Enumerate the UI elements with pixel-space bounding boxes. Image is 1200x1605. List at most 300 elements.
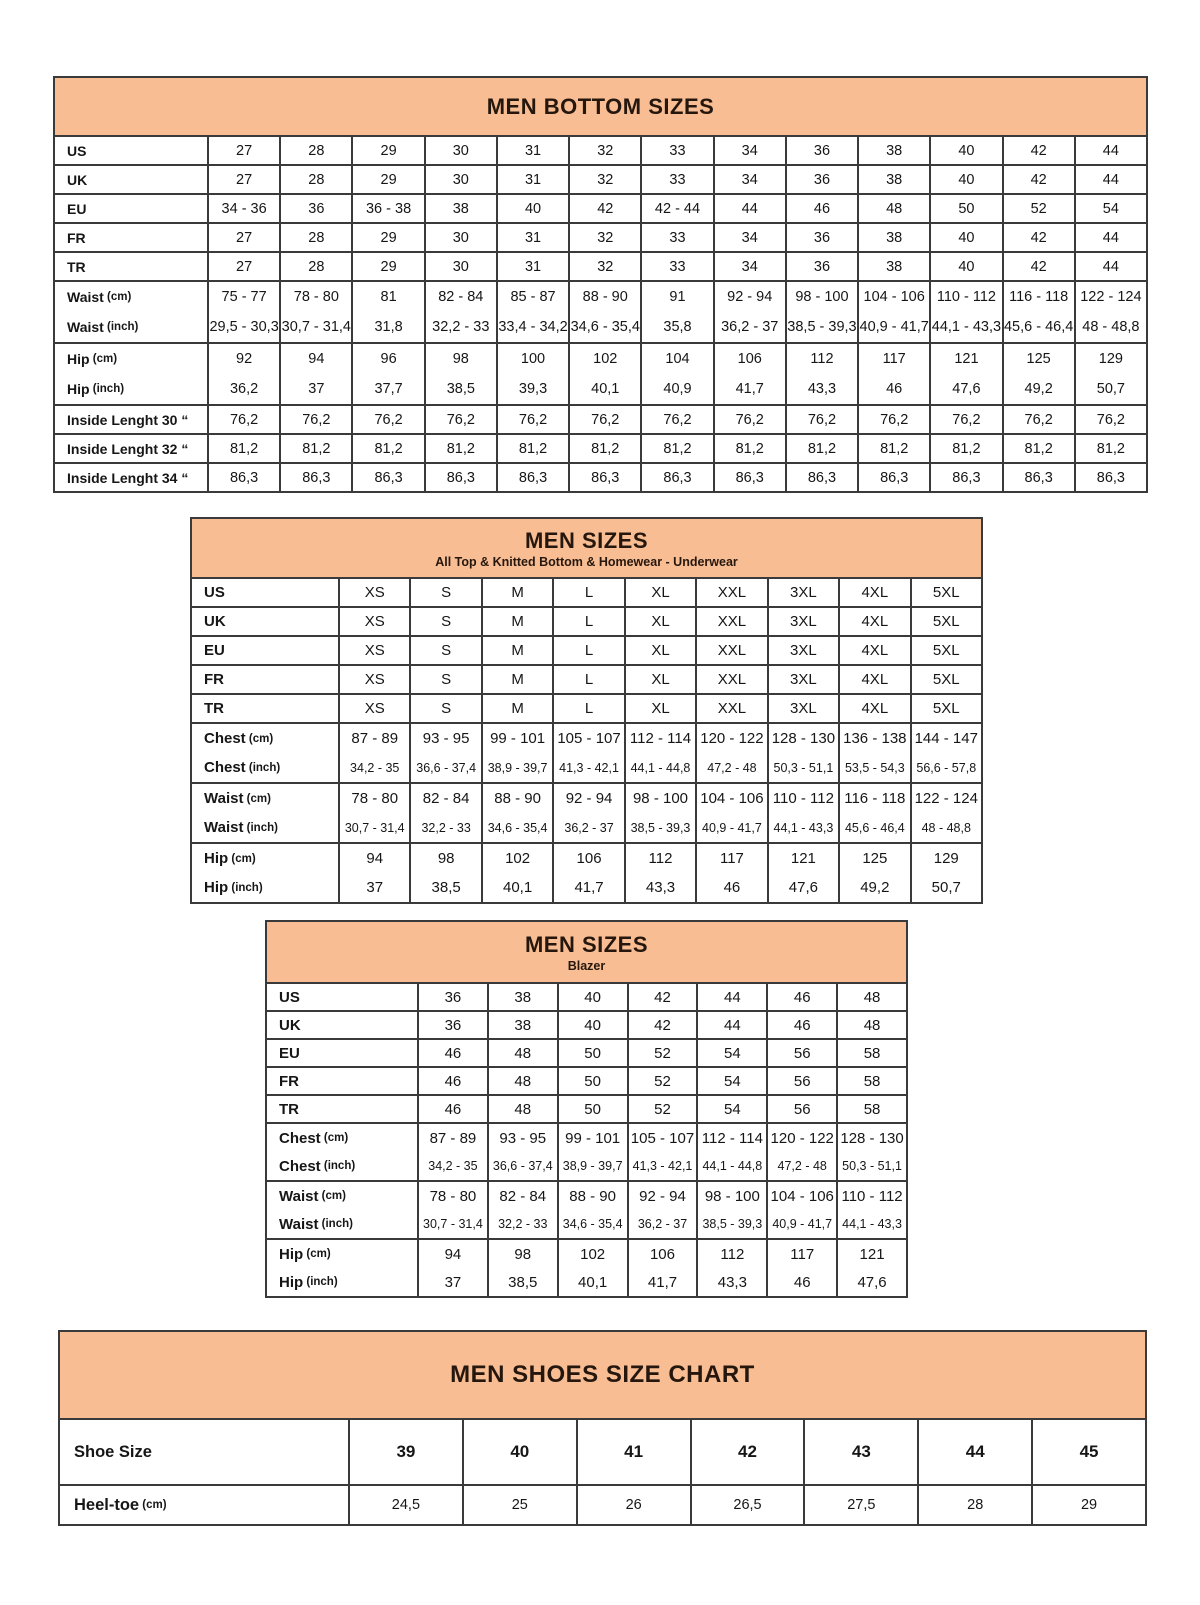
cell: 27 (207, 166, 279, 193)
cell: 76,2 (1002, 406, 1074, 433)
cell: XL (624, 637, 695, 664)
cell: 48 (487, 1096, 557, 1122)
cell: 81,2 (568, 435, 640, 462)
cell: 48 (487, 1040, 557, 1066)
cell: 104 - 106 40,9 - 41,7 (766, 1182, 836, 1238)
cell: 42 (1002, 253, 1074, 280)
cell: 129 50,7 (1074, 344, 1146, 404)
cell: 50 (557, 1068, 627, 1094)
cell: 121 47,6 (767, 844, 838, 902)
table-row-tr (55, 251, 1146, 280)
cell: 52 (627, 1068, 697, 1094)
cell: 110 - 112 44,1 - 43,3 (767, 784, 838, 842)
row-label: Hip (cm) Hip (inch) (67, 351, 125, 397)
cell: 100 39,3 (496, 344, 568, 404)
cell: 25 (462, 1486, 576, 1524)
cell: 3XL (767, 666, 838, 693)
cell: 121 47,6 (836, 1240, 906, 1296)
table-row-heel-toe (60, 1484, 1145, 1524)
cell: 102 40,1 (481, 844, 552, 902)
cell: 86,3 (857, 464, 929, 491)
table-men-bottom-sizes (53, 76, 1148, 493)
table-men-sizes-top (190, 517, 983, 904)
cell: 81,2 (496, 435, 568, 462)
cell: 3XL (767, 608, 838, 635)
table-row-hip-group (55, 342, 1146, 404)
cell: 38 (487, 1012, 557, 1038)
cell: 40 (929, 253, 1001, 280)
cell: 81,2 (351, 435, 423, 462)
cell: 56 (766, 1068, 836, 1094)
table-men-shoes-size-chart (58, 1330, 1147, 1526)
cell: 3XL (767, 637, 838, 664)
row-label: EU (67, 200, 87, 217)
row-label: Inside Lenght 30 “ (67, 411, 189, 428)
cell: 56 (766, 1096, 836, 1122)
cell: 106 41,7 (713, 344, 785, 404)
cell: 94 37 (338, 844, 409, 902)
table-header (60, 1332, 1145, 1418)
cell: 33 (640, 253, 712, 280)
cell: 76,2 (496, 406, 568, 433)
cell: 38 (857, 137, 929, 164)
cell: 31 (496, 253, 568, 280)
cell: 81,2 (424, 435, 496, 462)
cell: 29 (351, 137, 423, 164)
table-row-eu (192, 635, 981, 664)
cell: 32 (568, 137, 640, 164)
table-body (192, 577, 981, 902)
cell: 44 (917, 1420, 1031, 1484)
table-row-waist-group (55, 280, 1146, 342)
cell: 31 (496, 166, 568, 193)
cell: 99 - 101 38,9 - 39,7 (557, 1124, 627, 1180)
cell: 117 46 (766, 1240, 836, 1296)
table-title: MEN SIZES (524, 931, 649, 957)
cell: 54 (696, 1040, 766, 1066)
cell: L (552, 695, 623, 722)
cell: 81,2 (207, 435, 279, 462)
cell: 120 - 122 47,2 - 48 (695, 724, 766, 782)
cell: 4XL (838, 608, 909, 635)
cell: 5XL (910, 637, 981, 664)
cell: 44 (696, 1012, 766, 1038)
cell: S (409, 637, 480, 664)
cell: 87 - 89 34,2 - 35 (417, 1124, 487, 1180)
table-men-sizes-blazer (265, 920, 908, 1298)
cell: 117 46 (695, 844, 766, 902)
cell: 98 - 100 38,5 - 39,3 (785, 282, 857, 342)
cell: 52 (627, 1040, 697, 1066)
cell: 36 (785, 137, 857, 164)
cell: 81,2 (785, 435, 857, 462)
cell: 46 (766, 984, 836, 1010)
cell: XXL (695, 608, 766, 635)
table-row-eu (55, 193, 1146, 222)
row-label: US (279, 988, 300, 1006)
cell: 93 - 95 36,6 - 37,4 (409, 724, 480, 782)
cell: 34 (713, 137, 785, 164)
table-row-fr (192, 664, 981, 693)
cell: 5XL (910, 695, 981, 722)
cell: 34 (713, 224, 785, 251)
cell: XL (624, 608, 695, 635)
cell: 120 - 122 47,2 - 48 (766, 1124, 836, 1180)
cell: 92 - 94 36,2 - 37 (713, 282, 785, 342)
cell: 117 46 (857, 344, 929, 404)
cell: 81,2 (929, 435, 1001, 462)
table-header (55, 78, 1146, 135)
table-row-shoe-size (60, 1418, 1145, 1484)
cell: 98 - 100 38,5 - 39,3 (624, 784, 695, 842)
cell: 106 41,7 (552, 844, 623, 902)
cell: 128 - 130 50,3 - 51,1 (836, 1124, 906, 1180)
cell: M (481, 666, 552, 693)
cell: 52 (1002, 195, 1074, 222)
cell: 27,5 (803, 1486, 917, 1524)
cell: 78 - 80 30,7 - 31,4 (338, 784, 409, 842)
cell: M (481, 637, 552, 664)
cell: S (409, 608, 480, 635)
table-row-us (192, 577, 981, 606)
table-subtitle: Blazer (567, 958, 606, 973)
cell: 81,2 (640, 435, 712, 462)
cell: 45 (1031, 1420, 1145, 1484)
cell: 48 (487, 1068, 557, 1094)
cell: 86,3 (785, 464, 857, 491)
cell: 76,2 (568, 406, 640, 433)
row-label: UK (204, 613, 226, 630)
cell: 28 (279, 253, 351, 280)
table-row-waist-group (267, 1180, 906, 1238)
cell: 40 (929, 166, 1001, 193)
cell: S (409, 579, 480, 606)
cell: 40 (462, 1420, 576, 1484)
cell: 81,2 (279, 435, 351, 462)
cell: XXL (695, 695, 766, 722)
cell: 104 - 106 40,9 - 41,7 (857, 282, 929, 342)
cell: 26,5 (690, 1486, 804, 1524)
table-row-uk (55, 164, 1146, 193)
row-label: Waist (cm) Waist (inch) (204, 790, 278, 836)
cell: 3XL (767, 579, 838, 606)
cell: 32 (568, 253, 640, 280)
row-label: FR (67, 229, 86, 246)
table-row-inside-lenght-32 (55, 433, 1146, 462)
cell: 78 - 80 30,7 - 31,4 (417, 1182, 487, 1238)
cell: 58 (836, 1096, 906, 1122)
cell: 46 (417, 1096, 487, 1122)
cell: S (409, 695, 480, 722)
cell: 42 - 44 (640, 195, 712, 222)
cell: 78 - 80 30,7 - 31,4 (279, 282, 351, 342)
cell: 30 (424, 166, 496, 193)
cell: 32 (568, 224, 640, 251)
cell: XS (338, 579, 409, 606)
table-title: MEN SIZES (524, 527, 649, 553)
row-label: Hip (cm) Hip (inch) (279, 1245, 338, 1291)
cell: 28 (917, 1486, 1031, 1524)
row-label: Inside Lenght 34 “ (67, 469, 189, 486)
cell: 5XL (910, 666, 981, 693)
cell: 44 (1074, 224, 1146, 251)
cell: 128 - 130 50,3 - 51,1 (767, 724, 838, 782)
cell: 93 - 95 36,6 - 37,4 (487, 1124, 557, 1180)
cell: XS (338, 608, 409, 635)
row-label: US (204, 584, 225, 601)
row-label: Waist (cm) Waist (inch) (67, 289, 139, 335)
cell: 76,2 (351, 406, 423, 433)
cell: 50 (557, 1096, 627, 1122)
cell: 88 - 90 34,6 - 35,4 (557, 1182, 627, 1238)
cell: 104 40,9 (640, 344, 712, 404)
cell: 92 - 94 36,2 - 37 (627, 1182, 697, 1238)
cell: 5XL (910, 608, 981, 635)
table-row-fr (267, 1066, 906, 1094)
cell: 81,2 (1002, 435, 1074, 462)
table-body (267, 982, 906, 1296)
cell: 81,2 (1074, 435, 1146, 462)
row-label: FR (279, 1072, 299, 1090)
cell: 76,2 (929, 406, 1001, 433)
cell: 41 (576, 1420, 690, 1484)
cell: 125 49,2 (1002, 344, 1074, 404)
table-row-tr (192, 693, 981, 722)
table-header (192, 519, 981, 577)
cell: 87 - 89 34,2 - 35 (338, 724, 409, 782)
cell: 3XL (767, 695, 838, 722)
cell: 40 (496, 195, 568, 222)
cell: 44 (696, 984, 766, 1010)
cell: 36 - 38 (351, 195, 423, 222)
cell: 98 38,5 (424, 344, 496, 404)
cell: 28 (279, 137, 351, 164)
cell: 86,3 (640, 464, 712, 491)
cell: 105 - 107 41,3 - 42,1 (552, 724, 623, 782)
cell: 27 (207, 224, 279, 251)
cell: 28 (279, 224, 351, 251)
cell: 102 40,1 (568, 344, 640, 404)
cell: 29 (351, 253, 423, 280)
cell: 144 - 147 56,6 - 57,8 (910, 724, 981, 782)
table-row-hip-group (267, 1238, 906, 1296)
table-row-chest-group (192, 722, 981, 782)
cell: 92 - 94 36,2 - 37 (552, 784, 623, 842)
cell: 105 - 107 41,3 - 42,1 (627, 1124, 697, 1180)
cell: 94 37 (417, 1240, 487, 1296)
cell: 44 (1074, 137, 1146, 164)
cell: 86,3 (568, 464, 640, 491)
cell: 40 (929, 224, 1001, 251)
cell: M (481, 695, 552, 722)
cell: L (552, 637, 623, 664)
cell: 82 - 84 32,2 - 33 (424, 282, 496, 342)
cell: M (481, 608, 552, 635)
cell: 44 (713, 195, 785, 222)
cell: 29 (351, 224, 423, 251)
row-label: TR (67, 258, 86, 275)
cell: 112 - 114 44,1 - 44,8 (696, 1124, 766, 1180)
cell: XS (338, 666, 409, 693)
cell: 94 37 (279, 344, 351, 404)
cell: 54 (696, 1068, 766, 1094)
table-title: MEN SHOES SIZE CHART (450, 1361, 755, 1388)
cell: 33 (640, 224, 712, 251)
cell: L (552, 666, 623, 693)
cell: XL (624, 579, 695, 606)
table-title: MEN BOTTOM SIZES (486, 93, 715, 119)
cell: 50 (929, 195, 1001, 222)
cell: 54 (696, 1096, 766, 1122)
row-label: TR (279, 1100, 299, 1118)
table-row-hip-group (192, 842, 981, 902)
cell: 24,5 (348, 1486, 462, 1524)
cell: 42 (1002, 224, 1074, 251)
table-row-inside-lenght-34 (55, 462, 1146, 491)
cell: 112 43,3 (696, 1240, 766, 1296)
table-row-uk (192, 606, 981, 635)
cell: 96 37,7 (351, 344, 423, 404)
cell: 99 - 101 38,9 - 39,7 (481, 724, 552, 782)
cell: 81 31,8 (351, 282, 423, 342)
table-row-us (55, 135, 1146, 164)
cell: 125 49,2 (838, 844, 909, 902)
cell: 40 (929, 137, 1001, 164)
cell: 122 - 124 48 - 48,8 (1074, 282, 1146, 342)
cell: 88 - 90 34,6 - 35,4 (568, 282, 640, 342)
cell: L (552, 579, 623, 606)
cell: 36 (417, 984, 487, 1010)
row-label: Inside Lenght 32 “ (67, 440, 189, 457)
cell: 110 - 112 44,1 - 43,3 (836, 1182, 906, 1238)
cell: 98 - 100 38,5 - 39,3 (696, 1182, 766, 1238)
cell: 30 (424, 137, 496, 164)
cell: XXL (695, 579, 766, 606)
cell: 76,2 (857, 406, 929, 433)
row-label: EU (279, 1044, 300, 1062)
cell: 39 (348, 1420, 462, 1484)
table-row-us (267, 982, 906, 1010)
cell: 86,3 (279, 464, 351, 491)
cell: 36 (417, 1012, 487, 1038)
cell: 116 - 118 45,6 - 46,4 (838, 784, 909, 842)
cell: 32 (568, 166, 640, 193)
cell: 104 - 106 40,9 - 41,7 (695, 784, 766, 842)
row-label: Shoe Size (74, 1442, 152, 1461)
cell: 76,2 (640, 406, 712, 433)
cell: 48 (836, 984, 906, 1010)
cell: 38 (857, 166, 929, 193)
cell: 36 (279, 195, 351, 222)
cell: 40 (557, 984, 627, 1010)
cell: 44 (1074, 253, 1146, 280)
cell: 42 (568, 195, 640, 222)
cell: XL (624, 666, 695, 693)
cell: 28 (279, 166, 351, 193)
cell: 81,2 (857, 435, 929, 462)
cell: 86,3 (1002, 464, 1074, 491)
cell: 48 (857, 195, 929, 222)
cell: 116 - 118 45,6 - 46,4 (1002, 282, 1074, 342)
cell: 44 (1074, 166, 1146, 193)
cell: 46 (785, 195, 857, 222)
cell: 76,2 (713, 406, 785, 433)
cell: 4XL (838, 666, 909, 693)
cell: 76,2 (785, 406, 857, 433)
cell: 48 (836, 1012, 906, 1038)
cell: 30 (424, 253, 496, 280)
cell: 86,3 (351, 464, 423, 491)
cell: 4XL (838, 695, 909, 722)
cell: 27 (207, 137, 279, 164)
cell: 98 38,5 (487, 1240, 557, 1296)
cell: 86,3 (207, 464, 279, 491)
cell: 76,2 (279, 406, 351, 433)
cell: XXL (695, 666, 766, 693)
cell: 38 (424, 195, 496, 222)
cell: XS (338, 637, 409, 664)
cell: 43 (803, 1420, 917, 1484)
cell: 30 (424, 224, 496, 251)
cell: 76,2 (1074, 406, 1146, 433)
table-header (267, 922, 906, 982)
cell: 54 (1074, 195, 1146, 222)
cell: 106 41,7 (627, 1240, 697, 1296)
cell: 122 - 124 48 - 48,8 (910, 784, 981, 842)
cell: 42 (627, 1012, 697, 1038)
cell: 58 (836, 1040, 906, 1066)
cell: 98 38,5 (409, 844, 480, 902)
table-row-uk (267, 1010, 906, 1038)
cell: 86,3 (496, 464, 568, 491)
cell: 112 - 114 44,1 - 44,8 (624, 724, 695, 782)
cell: 112 43,3 (785, 344, 857, 404)
cell: 36 (785, 166, 857, 193)
cell: 42 (627, 984, 697, 1010)
cell: 86,3 (929, 464, 1001, 491)
cell: 46 (417, 1040, 487, 1066)
row-label: UK (279, 1016, 301, 1034)
row-label: Hip (cm) Hip (inch) (204, 850, 263, 896)
cell: 38 (857, 224, 929, 251)
table-body (55, 135, 1146, 491)
row-label: EU (204, 642, 225, 659)
cell: 33 (640, 137, 712, 164)
cell: 38 (487, 984, 557, 1010)
cell: 82 - 84 32,2 - 33 (409, 784, 480, 842)
row-label: Waist (cm) Waist (inch) (279, 1187, 353, 1233)
table-row-tr (267, 1094, 906, 1122)
cell: 86,3 (1074, 464, 1146, 491)
cell: 27 (207, 253, 279, 280)
cell: 75 - 77 29,5 - 30,3 (207, 282, 279, 342)
cell: 58 (836, 1068, 906, 1094)
cell: XXL (695, 637, 766, 664)
cell: 129 50,7 (910, 844, 981, 902)
cell: 82 - 84 32,2 - 33 (487, 1182, 557, 1238)
cell: 56 (766, 1040, 836, 1066)
cell: 112 43,3 (624, 844, 695, 902)
table-body (60, 1418, 1145, 1524)
cell: 121 47,6 (929, 344, 1001, 404)
cell: 52 (627, 1096, 697, 1122)
table-row-fr (55, 222, 1146, 251)
cell: 136 - 138 53,5 - 54,3 (838, 724, 909, 782)
cell: XL (624, 695, 695, 722)
row-label: FR (204, 671, 224, 688)
cell: 4XL (838, 579, 909, 606)
cell: 34 (713, 166, 785, 193)
